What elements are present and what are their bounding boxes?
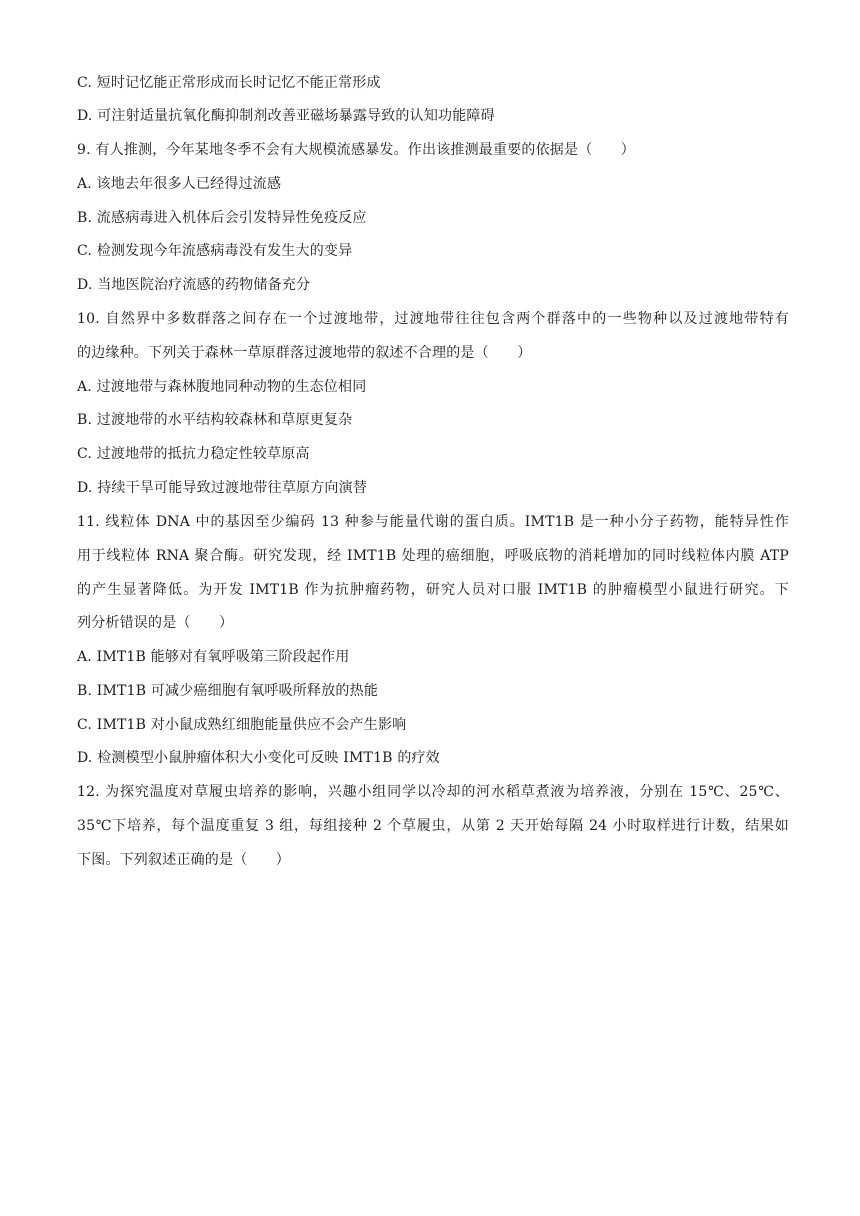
question-12-stem-line-3: 下图。下列叙述正确的是（ ） — [77, 852, 290, 868]
option-c-q9: C. 检测发现今年流感病毒没有发生大的变异 — [77, 243, 353, 259]
question-12-stem-line-1: 12. 为探究温度对草履虫培养的影响，兴趣小组同学以冷却的河水稻草煮液为培养液，分别在 15℃、25℃、 — [77, 784, 789, 800]
question-12-stem-line-2: 35℃下培养，每个温度重复 3 组，每组接种 2 个草履虫，从第 2 天开始每隔 24 小时取样进行计数，结果如 — [77, 818, 789, 834]
option-d-q11: D. 检测模型小鼠肿瘤体积大小变化可反映 IMT1B 的疗效 — [77, 750, 440, 766]
option-d-q9: D. 当地医院治疗流感的药物储备充分 — [77, 277, 311, 293]
option-d-q8: D. 可注射适量抗氧化酶抑制剂改善亚磁场暴露导致的认知功能障碍 — [77, 108, 495, 124]
option-c-q10: C. 过渡地带的抵抗力稳定性较草原高 — [77, 446, 310, 462]
question-11-stem-line-3: 的产生显著降低。为开发 IMT1B 作为抗肿瘤药物，研究人员对口服 IMT1B 的肿瘤模型小鼠进行研究。下 — [77, 582, 789, 598]
question-11-stem-line-2: 用于线粒体 RNA 聚合酶。研究发现，经 IMT1B 处理的癌细胞，呼吸底物的消耗增加的同时线粒体内膜 ATP — [77, 548, 789, 564]
option-a-q9: A. 该地去年很多人已经得过流感 — [77, 176, 282, 192]
question-9-stem: 9. 有人推测，今年某地冬季不会有大规模流感暴发。作出该推测最重要的依据是（ ） — [77, 142, 636, 158]
question-11-stem-line-1: 11. 线粒体 DNA 中的基因至少编码 13 种参与能量代谢的蛋白质。IMT1B 是一种小分子药物，能特异性作 — [77, 514, 789, 530]
option-b-q10: B. 过渡地带的水平结构较森林和草原更复杂 — [77, 412, 353, 428]
question-11-stem-line-4: 列分析错误的是（ ） — [77, 615, 234, 631]
option-c-q8: C. 短时记忆能正常形成而长时记忆不能正常形成 — [77, 75, 381, 91]
option-b-q11: B. IMT1B 可减少癌细胞有氧呼吸所释放的热能 — [77, 683, 379, 699]
question-10-stem-line-1: 10. 自然界中多数群落之间存在一个过渡地带，过渡地带往往包含两个群落中的一些物种以及过渡地带特有 — [77, 311, 789, 327]
option-a-q11: A. IMT1B 能够对有氧呼吸第三阶段起作用 — [77, 649, 350, 665]
question-10-stem-line-2: 的边缘种。下列关于森林一草原群落过渡地带的叙述不合理的是（ ） — [77, 345, 532, 361]
option-b-q9: B. 流感病毒进入机体后会引发特异性免疫反应 — [77, 210, 367, 226]
option-d-q10: D. 持续干旱可能导致过渡地带往草原方向演替 — [77, 480, 368, 496]
option-a-q10: A. 过渡地带与森林腹地同种动物的生态位相同 — [77, 379, 367, 395]
option-c-q11: C. IMT1B 对小鼠成熟红细胞能量供应不会产生影响 — [77, 717, 407, 733]
